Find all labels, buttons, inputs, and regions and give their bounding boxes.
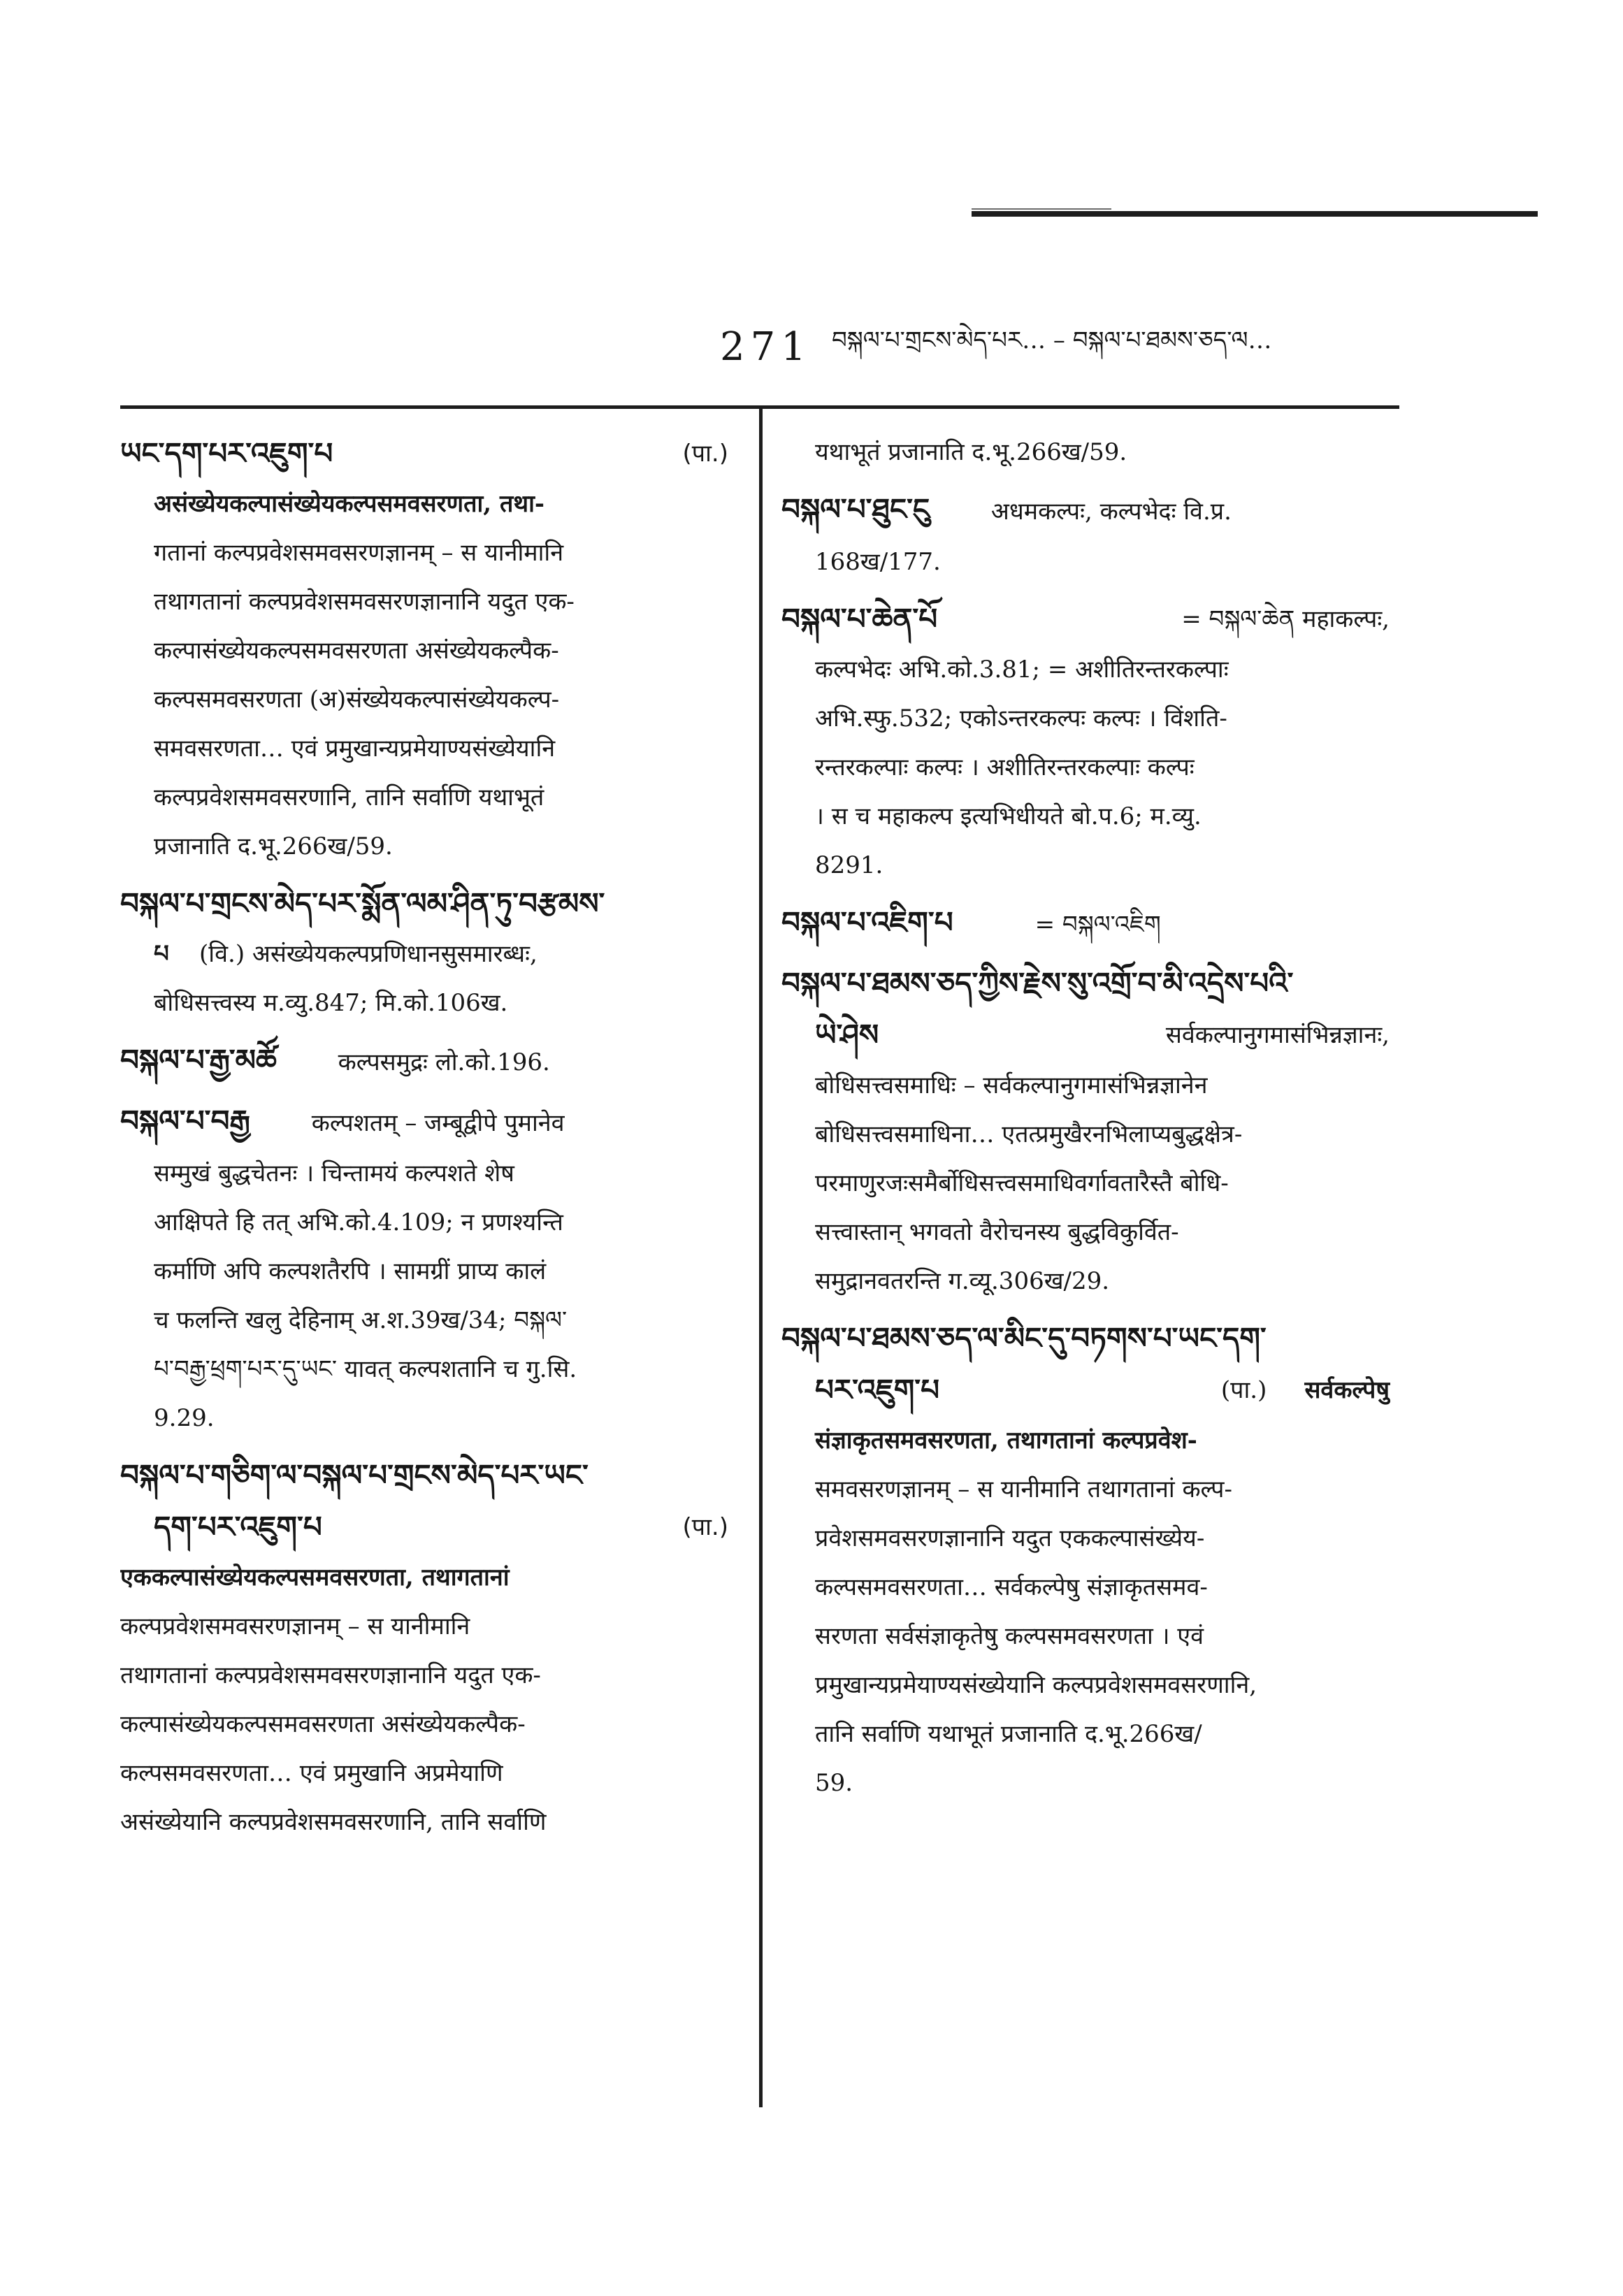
dictionary-entry: [120, 878, 735, 1027]
entry-headword: བསྐལ་པ་ཐམས་ཅད་ལ་མིང་དུ་བཏགས་པ་ཡང་དག་: [781, 1321, 1267, 1355]
headword-text: ཡེ་ཤེས: [815, 1018, 879, 1052]
entry-line: बोधिसत्त्वसमाधिना… एतत्प्रमुखैरनभिलाप्यबुद्धक्षेत्र-: [815, 1120, 1243, 1148]
entry-line: 8291.: [815, 851, 883, 879]
entry-gloss: सर्वकल्पेषु: [1304, 1376, 1390, 1404]
entry-line: परमाणुरजःसमैर्बोधिसत्त्वसमाधिवर्गावतारैस्तै बोधि-: [815, 1169, 1229, 1197]
dictionary-entry: [781, 897, 1397, 951]
entry-line: सम्मुखं बुद्धचेतनः । चिन्तामयं कल्पशते शेष: [154, 1160, 514, 1187]
entry-line: समवसरणज्ञानम् – स यानीमानि तथागतानां कल्प-: [815, 1475, 1232, 1503]
entry-gloss: कल्पशतम् – जम्बूद्वीपे पुमानेव: [311, 1109, 565, 1137]
entry-line: एककल्पासंख्येयकल्पसमवसरणता, तथागतानां: [120, 1564, 510, 1591]
running-head: བསྐལ་པ་གྲངས་མེད་པར… – བསྐལ་པ་ཐམས་ཅད་ལ…: [831, 326, 1272, 354]
entry-headword: བསྐལ་པ་ཐམས་ཅད་ཀྱིས་རྗེས་སུ་འགྲོ་བ་མི་འདྲེས་པའི་: [781, 966, 1294, 1000]
entry-headword: [781, 484, 1397, 537]
dictionary-entry: [781, 593, 1397, 890]
left-column: [120, 428, 735, 1854]
entry-line: [781, 1416, 1397, 1465]
entry-line: रन्तरकल्पाः कल्पः । अशीतिरन्तरकल्पाः कल्पः: [815, 753, 1195, 781]
entry-line: कल्पप्रवेशसमवसरणानि, तानि सर्वाणि यथाभूतं: [154, 784, 544, 811]
entry-headword: [781, 897, 1397, 951]
entry-headword-continuation: [781, 1009, 1397, 1061]
entry-line: कल्पसमवसरणता (अ)संख्येयकल्पासंख्येयकल्प-: [154, 686, 560, 714]
entry-gloss: अधमकल्पः, कल्पभेदः वि.प्र.: [990, 498, 1232, 526]
entry-line: समवसरणता… एवं प्रमुखान्यप्रमेयाण्यसंख्येयानि: [154, 735, 556, 763]
entry-headword-continuation: [120, 1501, 735, 1553]
entry-line: यथाभूतं प्रजानाति द.भू.266ख/59.: [815, 438, 1127, 466]
page-number: 271: [720, 324, 811, 370]
entry-line: པ་བརྒྱ་ཕྲག་པར་དུ་ཡང་ यावत् कल्पशतानि च गु.सि.: [154, 1355, 577, 1383]
entry-line: तथागतानां कल्पप्रवेशसमवसरणज्ञानानि यदुत एक-: [154, 588, 575, 616]
entry-line: अभि.स्फु.532; एकोऽन्तरकल्पः कल्पः । विंशति-: [815, 705, 1227, 732]
entry-line: आक्षिपते हि तत् अभि.को.4.109; न प्रणश्यन्ति: [154, 1208, 563, 1236]
entry-gloss: कल्पसमुद्रः लो.को.196.: [338, 1048, 550, 1076]
right-column: [781, 428, 1397, 1814]
headword-text: བསྐལ་པ་བརྒྱ: [120, 1104, 250, 1138]
entry-line: प्रजानाति द.भू.266ख/59.: [154, 832, 393, 860]
entry-line: । स च महाकल्प इत्यभिधीयते बो.प.6; म.व्यु.: [815, 802, 1202, 830]
dictionary-entry: [120, 1450, 735, 1847]
entry-line: बोधिसत्त्वसमाधिः – सर्वकल्पानुगमासंभिन्नज्ञानेन: [815, 1071, 1208, 1099]
entry-line: कल्पभेदः अभि.को.3.81; = अशीतिरन्तरकल्पाः: [815, 656, 1229, 684]
entry-line: बोधिसत्त्वस्य म.व्यु.847; मि.को.106ख.: [154, 989, 508, 1017]
entry-line: च फलन्ति खलु देहिनाम् अ.श.39ख/34; བསྐལ་: [154, 1306, 568, 1334]
entry-line: समुद्रानवतरन्ति ग.व्यू.306ख/29.: [815, 1267, 1110, 1295]
headword-text: པར་འཇུག་པ: [815, 1373, 940, 1407]
entry-line: तथागतानां कल्पप्रवेशसमवसरणज्ञानानि यदुत एक-: [120, 1661, 541, 1689]
dictionary-entry: [120, 1034, 735, 1088]
entry-gloss: (वि.) असंख्येयकल्पप्रणिधानसुसमारब्धः,: [199, 940, 538, 968]
dictionary-entry: [781, 958, 1397, 1306]
entry-line: कल्पासंख्येयकल्पसमवसरणता असंख्येयकल्पैक-: [120, 1710, 526, 1738]
column-divider: [759, 405, 763, 2107]
entry-line: तानि सर्वाणि यथाभूतं प्रजानाति द.भू.266ख/: [815, 1720, 1202, 1748]
entry-line: 59.: [815, 1769, 853, 1797]
entry-headword: [120, 1034, 735, 1088]
entry-line: [120, 930, 735, 979]
entry-gloss: संज्ञाकृतसमवसरणता, तथागतानां कल्पप्रवेश-: [815, 1427, 1197, 1454]
entry-headword: [781, 593, 1397, 645]
entry-headword: བསྐལ་པ་གཅིག་ལ་བསྐལ་པ་གྲངས་མེད་པར་ཡང་: [120, 1458, 589, 1492]
headword-continuation: པ: [154, 940, 169, 968]
entry-headword-continuation: [781, 1364, 1397, 1416]
entry-line: कल्पसमवसरणता… सर्वकल्पेषु संज्ञाकृतसमव-: [815, 1573, 1208, 1601]
entry-line: कल्पसमवसरणता… एवं प्रमुखानि अप्रमेयाणि: [120, 1759, 503, 1787]
dictionary-entry: [781, 1313, 1397, 1807]
entry-line: सत्त्वास्तान् भगवतो वैरोचनस्य बुद्धविकुर्वित-: [815, 1218, 1179, 1246]
headword-text: དག་པར་འཇུག་པ: [154, 1510, 322, 1544]
entry-line: 9.29.: [154, 1404, 215, 1432]
entry-line: 168ख/177.: [815, 548, 941, 576]
dictionary-entry: [781, 484, 1397, 586]
entry-line: कल्पप्रवेशसमवसरणज्ञानम् – स यानीमानि: [120, 1612, 470, 1640]
grammar-tag: (पा.): [682, 1513, 728, 1541]
top-rule: [972, 211, 1538, 217]
headword-text: བསྐལ་པ་འཇིག་པ: [781, 905, 953, 939]
dictionary-entry: [120, 428, 735, 871]
entry-line: कल्पासंख्येयकल्पसमवसरणता असंख्येयकल्पैक-: [154, 637, 559, 665]
grammar-tag: (पा.): [1220, 1376, 1267, 1404]
entry-headword: [120, 428, 735, 479]
entry-gloss-wrap: [1221, 1364, 1390, 1416]
entry-gloss: = བསྐལ་འཇིག: [1034, 911, 1161, 939]
page-header: [720, 313, 1559, 369]
entry-gloss: सर्वकल्पानुगमासंभिन्नज्ञानः,: [1165, 1021, 1390, 1049]
entry-headword: བསྐལ་པ་གྲངས་མེད་པར་སྨོན་ལམ་ཤིན་ཏུ་བརྩམས་: [120, 886, 605, 920]
entry-line: प्रवेशसमवसरणज्ञानानि यदुत एककल्पासंख्येय-: [815, 1524, 1205, 1552]
entry-line: असंख्येयकल्पासंख्येयकल्पसमवसरणता, तथा-: [154, 490, 545, 518]
entry-line: सरणता सर्वसंज्ञाकृतेषु कल्पसमवसरणता । एवं: [815, 1622, 1204, 1650]
grammar-tag: (पा.): [682, 440, 728, 468]
headword-text: བསྐལ་པ་ཆེན་པོ: [781, 602, 938, 636]
entry-line: कर्माणि अपि कल्पशतैरपि । सामग्रीं प्राप्य कालं: [154, 1257, 547, 1285]
headword-text: བསྐལ་པ་རྒྱ་མཚོ: [120, 1043, 277, 1077]
entry-line: प्रमुखान्यप्रमेयाण्यसंख्येयानि कल्पप्रवेशसमवसरणानि,: [815, 1671, 1257, 1699]
headword-text: བསྐལ་པ་ཐུང་ངུ: [781, 492, 930, 526]
entry-gloss: = བསྐལ་ཆེན महाकल्पः,: [1181, 605, 1390, 633]
entry-headword: [120, 1095, 735, 1149]
dictionary-entry: [781, 428, 1397, 477]
entry-line: असंख्येयानि कल्पप्रवेशसमवसरणानि, तानि सर्वाणि: [120, 1808, 547, 1836]
dictionary-entry: [120, 1095, 735, 1443]
headword-text: ཡང་དག་པར་འཇུག་པ: [120, 436, 333, 470]
top-rule-thin: [972, 208, 1111, 210]
entry-line: गतानां कल्पप्रवेशसमवसरणज्ञानम् – स यानीमानि: [154, 539, 564, 567]
